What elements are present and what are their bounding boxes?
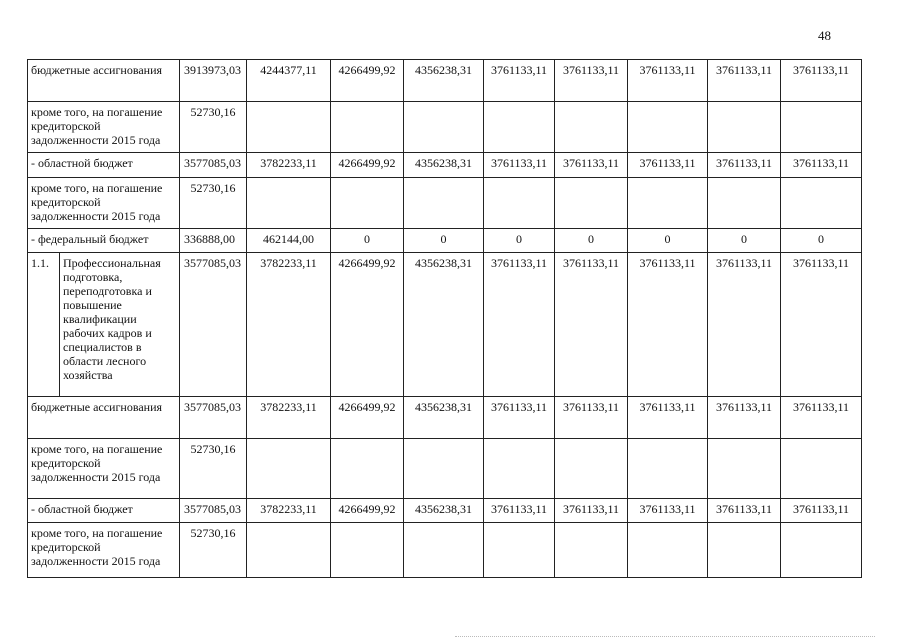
value-cell	[708, 439, 781, 499]
value-cell	[247, 178, 331, 229]
row-label: Профессиональная подготовка, переподготовка и повышение квалификации рабочих кадров и специалистов в области лесного хозяйства	[60, 253, 180, 397]
value-cell: 3761133,11	[484, 60, 555, 102]
value-cell	[247, 439, 331, 499]
value-cell: 4266499,92	[331, 60, 404, 102]
value-cell	[708, 178, 781, 229]
table-row	[28, 229, 862, 253]
row-label: кроме того, на погашение кредиторской задолженности 2015 года	[28, 178, 180, 229]
value-cell: 3761133,11	[555, 253, 628, 397]
row-label: бюджетные ассигнования	[28, 397, 180, 439]
budget-table	[27, 59, 862, 578]
value-cell: 0	[404, 229, 484, 253]
value-cell: 3761133,11	[708, 153, 781, 178]
value-cell: 0	[628, 229, 708, 253]
value-cell: 4356238,31	[404, 253, 484, 397]
value-cell: 4266499,92	[331, 253, 404, 397]
value-cell	[404, 178, 484, 229]
value-cell: 3761133,11	[484, 153, 555, 178]
value-cell	[404, 102, 484, 153]
value-cell: 3761133,11	[628, 153, 708, 178]
value-cell: 0	[708, 229, 781, 253]
value-cell: 3761133,11	[555, 499, 628, 523]
value-cell: 3782233,11	[247, 253, 331, 397]
value-cell	[781, 523, 862, 578]
value-cell: 3761133,11	[484, 397, 555, 439]
value-cell	[331, 523, 404, 578]
table-row	[28, 397, 862, 439]
value-cell: 3761133,11	[708, 397, 781, 439]
value-cell: 3577085,03	[180, 397, 247, 439]
row-label: кроме того, на погашение кредиторской задолженности 2015 года	[28, 439, 180, 499]
value-cell	[555, 523, 628, 578]
value-cell	[708, 523, 781, 578]
row-label: бюджетные ассигнования	[28, 60, 180, 102]
table-row	[28, 499, 862, 523]
value-cell: 3761133,11	[628, 253, 708, 397]
value-cell: 3761133,11	[628, 397, 708, 439]
value-cell: 3761133,11	[555, 60, 628, 102]
table-row	[28, 439, 862, 499]
table-row	[28, 253, 862, 397]
value-cell: 52730,16	[180, 523, 247, 578]
value-cell	[628, 523, 708, 578]
value-cell	[404, 439, 484, 499]
value-cell: 3761133,11	[781, 397, 862, 439]
value-cell	[628, 439, 708, 499]
row-label: - областной бюджет	[28, 499, 180, 523]
value-cell: 0	[555, 229, 628, 253]
value-cell	[628, 102, 708, 153]
value-cell: 3577085,03	[180, 153, 247, 178]
table-row	[28, 60, 862, 102]
value-cell: 3761133,11	[628, 60, 708, 102]
value-cell	[331, 102, 404, 153]
page-number: 48	[818, 28, 831, 43]
value-cell: 52730,16	[180, 102, 247, 153]
value-cell: 4356238,31	[404, 397, 484, 439]
value-cell: 3577085,03	[180, 499, 247, 523]
value-cell	[404, 523, 484, 578]
row-number: 1.1.	[28, 253, 60, 397]
value-cell: 3761133,11	[484, 253, 555, 397]
value-cell: 4266499,92	[331, 499, 404, 523]
value-cell: 3761133,11	[708, 253, 781, 397]
value-cell: 3761133,11	[781, 60, 862, 102]
value-cell: 3761133,11	[781, 253, 862, 397]
value-cell: 3577085,03	[180, 253, 247, 397]
scan-artifact-line	[455, 636, 875, 638]
value-cell	[555, 102, 628, 153]
value-cell: 3761133,11	[781, 153, 862, 178]
value-cell	[781, 178, 862, 229]
value-cell: 3782233,11	[247, 153, 331, 178]
value-cell	[484, 523, 555, 578]
value-cell: 3761133,11	[555, 153, 628, 178]
value-cell: 3761133,11	[781, 499, 862, 523]
value-cell	[247, 102, 331, 153]
value-cell: 4244377,11	[247, 60, 331, 102]
row-label: кроме того, на погашение кредиторской задолженности 2015 года	[28, 523, 180, 578]
table-row	[28, 153, 862, 178]
value-cell: 3761133,11	[484, 499, 555, 523]
value-cell	[781, 439, 862, 499]
value-cell	[484, 102, 555, 153]
value-cell	[484, 178, 555, 229]
value-cell: 0	[781, 229, 862, 253]
value-cell	[331, 439, 404, 499]
table-row	[28, 102, 862, 153]
value-cell: 3761133,11	[628, 499, 708, 523]
value-cell: 4356238,31	[404, 153, 484, 178]
table-row	[28, 178, 862, 229]
value-cell: 3782233,11	[247, 397, 331, 439]
value-cell	[484, 439, 555, 499]
value-cell	[555, 439, 628, 499]
value-cell	[708, 102, 781, 153]
value-cell: 4356238,31	[404, 60, 484, 102]
table-row	[28, 523, 862, 578]
row-label: - федеральный бюджет	[28, 229, 180, 253]
value-cell	[247, 523, 331, 578]
value-cell: 3761133,11	[708, 60, 781, 102]
value-cell: 0	[331, 229, 404, 253]
value-cell	[331, 178, 404, 229]
value-cell: 4266499,92	[331, 397, 404, 439]
value-cell: 336888,00	[180, 229, 247, 253]
value-cell	[555, 178, 628, 229]
value-cell: 4266499,92	[331, 153, 404, 178]
value-cell: 462144,00	[247, 229, 331, 253]
value-cell: 52730,16	[180, 439, 247, 499]
value-cell: 0	[484, 229, 555, 253]
value-cell	[781, 102, 862, 153]
value-cell: 3761133,11	[708, 499, 781, 523]
value-cell: 52730,16	[180, 178, 247, 229]
value-cell: 3782233,11	[247, 499, 331, 523]
value-cell	[628, 178, 708, 229]
value-cell: 3761133,11	[555, 397, 628, 439]
row-label: кроме того, на погашение кредиторской задолженности 2015 года	[28, 102, 180, 153]
value-cell: 4356238,31	[404, 499, 484, 523]
value-cell: 3913973,03	[180, 60, 247, 102]
row-label: - областной бюджет	[28, 153, 180, 178]
